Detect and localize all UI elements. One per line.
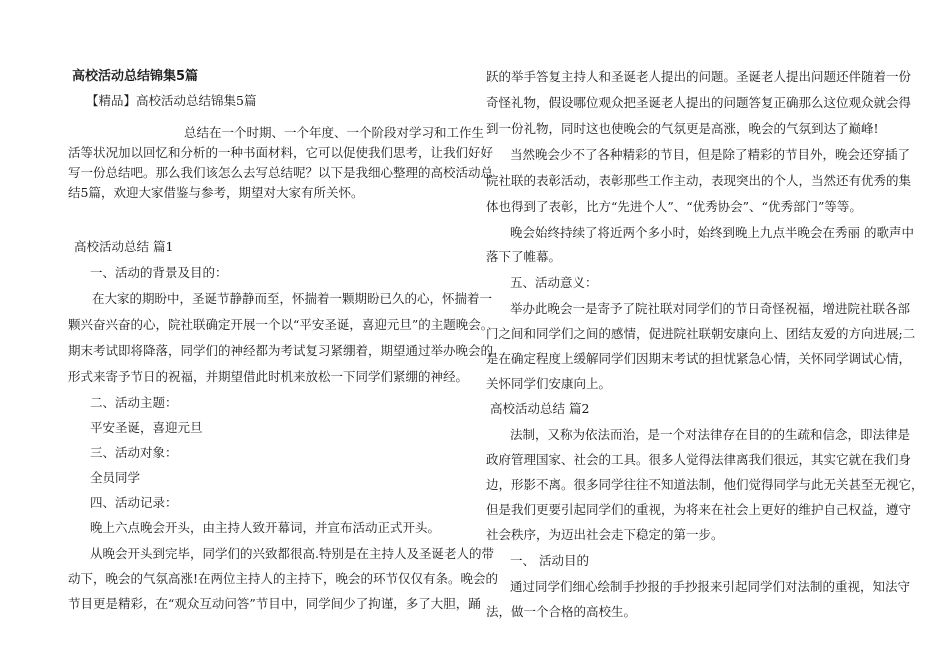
article1-heading: 高校活动总结 篇1 bbox=[74, 239, 174, 254]
paragraph-line: 但是我们更要引起同学们的重视，为将来在社会上更好的维护自己权益，遵守 bbox=[486, 502, 912, 517]
section-heading: 一、 活动目的 bbox=[510, 553, 589, 568]
paragraph-line: 跃的举手答复主持人和圣诞老人提出的问题。圣诞老人提出问题还伴随着一份 bbox=[486, 69, 912, 84]
paragraph-line: 门之间和同学们之间的感情，促进院社联朝安康向上、团结友爱的方向进展;二 bbox=[486, 326, 916, 341]
paragraph-line: 是在确定程度上缓解同学们因期末考试的担忧紧急心情，关怀同学调试心情， bbox=[486, 351, 912, 366]
paragraph-line: 当然晚会少不了各种精彩的节目，但是除了精彩的节目外，晚会还穿插了 bbox=[510, 147, 911, 162]
article2-heading: 高校活动总结 篇2 bbox=[490, 401, 590, 416]
paragraph-line: 边，形影不离。很多同学往往不知道法制，他们觉得同学与此无关甚至无视它， bbox=[486, 477, 924, 492]
paragraph-line: 动下，晚会的气氛高涨!在两位主持人的主持下，晚会的环节仅仅有条。晚会的 bbox=[68, 571, 499, 586]
section-heading: 二、活动主题： bbox=[90, 395, 178, 410]
paragraph-line: 政府管理国家、社会的工具。很多人觉得法律离我们很远，其实它就在我们身 bbox=[486, 452, 912, 467]
paragraph-line: 节目更是精彩，在“观众互动问答”节目中，同学间少了拘谨，多了大胆，踊 bbox=[68, 596, 481, 611]
paragraph-line: 到一份礼物，同时这也使晚会的气氛更是高涨，晚会的气氛到达了巅峰! bbox=[486, 121, 879, 136]
document-title: 高校活动总结锦集5篇 bbox=[72, 69, 199, 84]
paragraph-line: 法制，又称为依法而治，是一个对法律存在目的的生疏和信念，即法律是 bbox=[510, 427, 911, 442]
section-heading: 四、活动记录： bbox=[90, 495, 178, 510]
paragraph-line: 在大家的期盼中，圣诞节静静而至，怀揣着一颗期盼已久的心，怀揣着一 bbox=[92, 291, 493, 306]
paragraph-line: 颗兴奋兴奋的心，院社联确定开展一个以“平安圣诞，喜迎元旦”的主题晚会。 bbox=[68, 317, 494, 332]
paragraph-line: 体也得到了表彰，比方“先进个人”、“优秀协会”、“优秀部门”等等。 bbox=[486, 199, 862, 214]
paragraph-line: 奇怪礼物，假设哪位观众把圣诞老人提出的问题答复正确那么这位观众就会得 bbox=[486, 95, 912, 110]
section-body: 全员同学 bbox=[90, 470, 141, 485]
section-body: 平安圣诞，喜迎元旦 bbox=[90, 420, 203, 435]
paragraph-line: 落下了帷幕。 bbox=[486, 249, 562, 264]
paragraph-line: 期末考试即将降落，同学们的神经都为考试复习紧绷着，期望通过举办晚会的 bbox=[68, 343, 494, 358]
section-heading: 三、活动对象： bbox=[90, 445, 178, 460]
intro-line: 总结在一个时期、一个年度、一个阶段对学习和工作生 bbox=[184, 125, 485, 140]
section-heading: 五、活动意义： bbox=[510, 275, 598, 290]
intro-line: 写一份总结吧。那么我们该怎么去写总结呢？以下是我细心整理的高校活动总 bbox=[68, 165, 494, 180]
paragraph-line: 晚会始终持续了将近两个多小时，始终到晚上九点半晚会在秀丽 的歌声中 bbox=[510, 225, 914, 240]
document-subtitle: 【精品】高校活动总结锦集5篇 bbox=[86, 93, 257, 108]
paragraph-line: 举办此晚会一是寄予了院社联对同学们的节日奇怪祝福，增进院社联各部 bbox=[510, 301, 911, 316]
section-heading: 一、活动的背景及目的： bbox=[90, 265, 228, 280]
paragraph-line: 通过同学们细心绘制手抄报的手抄报来引起同学们对法制的重视，知法守 bbox=[510, 579, 911, 594]
paragraph-line: 形式来寄予节日的祝福，并期望借此时机来放松一下同学们紧绷的神经。 bbox=[68, 369, 469, 384]
intro-line: 结5篇，欢迎大家借鉴与参考，期望对大家有所关怀。 bbox=[68, 185, 364, 200]
paragraph-line: 法，做一个合格的高校生。 bbox=[486, 604, 637, 619]
section-body: 晚上六点晚会开头，由主持人致开幕词，并宣布活动正式开头。 bbox=[90, 520, 441, 535]
paragraph-line: 关怀同学们安康向上。 bbox=[486, 376, 612, 391]
paragraph-line: 院社联的表彰活动，表彰那些工作主动，表现突出的个人，当然还有优秀的集 bbox=[486, 173, 912, 188]
paragraph-line: 社会秩序，为迈出社会走下稳定的第一步。 bbox=[486, 527, 724, 542]
paragraph-line: 从晚会开头到完毕，同学们的兴致都很高.特别是在主持人及圣诞老人的带 bbox=[90, 546, 494, 561]
intro-line: 活等状况加以回忆和分析的一种书面材料，它可以促使我们思考，让我们好好 bbox=[68, 145, 494, 160]
